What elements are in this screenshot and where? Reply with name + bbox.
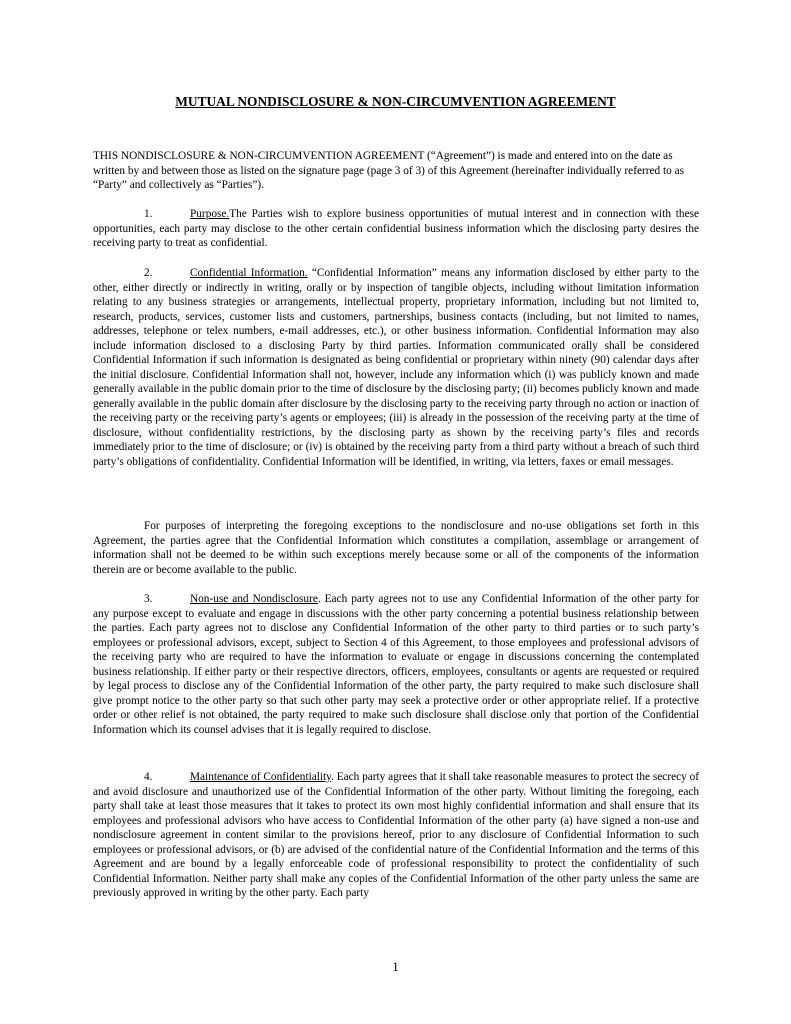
section-1-number: 1. bbox=[144, 208, 153, 220]
section-4-text: . Each party agrees that it shall take reasonable measures to protect the secrecy of and avoid disclosure and unauthorized use of the Confidential Information of the other party. Without limiting the foregoing, each party shall take at least those measures that it takes to protect its own most highly confidential information and shall ensure that its employees and professional advisors who have access to Confidential Information of the other party (a) have signed a non-use and nondisclosure agreement in content similar to the provisions hereof, prior to any disclosure of Confidential Information to such employees or professional advisors, or (b) are advised of the confidential nature of the Confidential Information and the terms of this Agreement and are bound by a legally enforceable code of professional responsibility to protect the confidentiality of such Confidential Information. Neither party shall make any copies of the Confidential Information of the other party unless the same are previously approved in writing by the other party. Each party bbox=[93, 771, 699, 899]
section-2-text: “Confidential Information” means any information disclosed by either party to the other, either directly or indirectly in writing, orally or by inspection of tangible objects, including without limitation information relating to any business strategies or arrangements, intellectual property, proprietary information, including but not limited to, research, products, services, customer lists and customers, partnerships, business contacts (including, but not limited to names, addresses, telephone or telex numbers, e-mail addresses, etc.), or other business information. Confidential Information may also include information disclosed to a disclosing Party by third parties. Information communicated orally shall be considered Confidential Information if such information is designated as being confidential or proprietary within ninety (90) calendar days after the initial disclosure. Confidential Information shall not, however, include any information which (i) was publicly known and made generally available in the public domain prior to the time of disclosure by the disclosing party; (ii) becomes publicly known and made generally available in the public domain after disclosure by the disclosing party to the receiving party through no action or inaction of the receiving party or the receiving party’s agents or employees; (iii) is already in the possession of the receiving party at the time of disclosure, without confidentiality restrictions, by the disclosing party as shown by the receiving party’s files and records immediately prior to the time of disclosure; or (iv) is obtained by the receiving party from a third party without a breach of such third party’s obligations of confidentiality. Confidential Information will be identified, in writing, via letters, faxes or email messages. bbox=[93, 267, 699, 468]
section-3-number: 3. bbox=[144, 593, 153, 605]
document-title: MUTUAL NONDISCLOSURE & NON-CIRCUMVENTION AGREEMENT bbox=[175, 94, 616, 109]
section-1 bbox=[93, 207, 699, 251]
section-1-text: The Parties wish to explore business opportunities of mutual interest and in connection with these opportunities, each party may disclose to the other certain confidential business information which the disclosing party desires the receiving party to treat as confidential. bbox=[93, 208, 699, 249]
section-2-heading: Confidential Information. bbox=[190, 267, 308, 279]
page-number: 1 bbox=[392, 959, 399, 974]
section-3-text: . Each party agrees not to use any Confidential Information of the other party for any purpose except to evaluate and engage in discussions with the other party concerning a potential business relationship between the parties. Each party agrees not to disclose any Confidential Information of the other party to third parties or to such party’s employees or professional advisors, except, subject to Section 4 of this Agreement, to those employees and professional advisors of the receiving party who are required to have the information to evaluate or engage in discussions concerning the contemplated business relationship. If either party or their respective directors, officers, employees, consultants or agents are requested or required by legal process to disclose any of the Confidential Information of the other party, the party required to make such disclosure shall give prompt notice to the other party so that such other party may seek a protective order or other appropriate relief. If a protective order or other relief is not obtained, the party required to make such disclosure shall disclose only that portion of the Confidential Information which its counsel advises that it is legally required to disclose. bbox=[93, 593, 699, 736]
section-3-heading: Non-use and Nondisclosure bbox=[190, 593, 318, 605]
section-3 bbox=[93, 592, 699, 737]
exceptions-paragraph: For purposes of interpreting the foregoing exceptions to the nondisclosure and no-use obligations set forth in this Agreement, the parties agree that the Confidential Information which constitutes a compilation, assemblage or arrangement of information shall not be deemed to be within such exceptions merely because some or all of the components of the information therein are or become available to the public. bbox=[93, 520, 699, 576]
section-2-number: 2. bbox=[144, 267, 153, 279]
section-4-heading: Maintenance of Confidentiality bbox=[190, 771, 332, 783]
section-4 bbox=[93, 770, 699, 901]
section-1-heading: Purpose. bbox=[190, 208, 230, 220]
section-4-number: 4. bbox=[144, 771, 153, 783]
section-2 bbox=[93, 266, 699, 469]
intro-paragraph: THIS NONDISCLOSURE & NON-CIRCUMVENTION AGREEMENT (“Agreement”) is made and entered into on the date as written by and between those as listed on the signature page (page 3 of 3) of this Agreement (hereinafter individually referred to as “Party” and collectively as “Parties”). bbox=[93, 150, 685, 191]
